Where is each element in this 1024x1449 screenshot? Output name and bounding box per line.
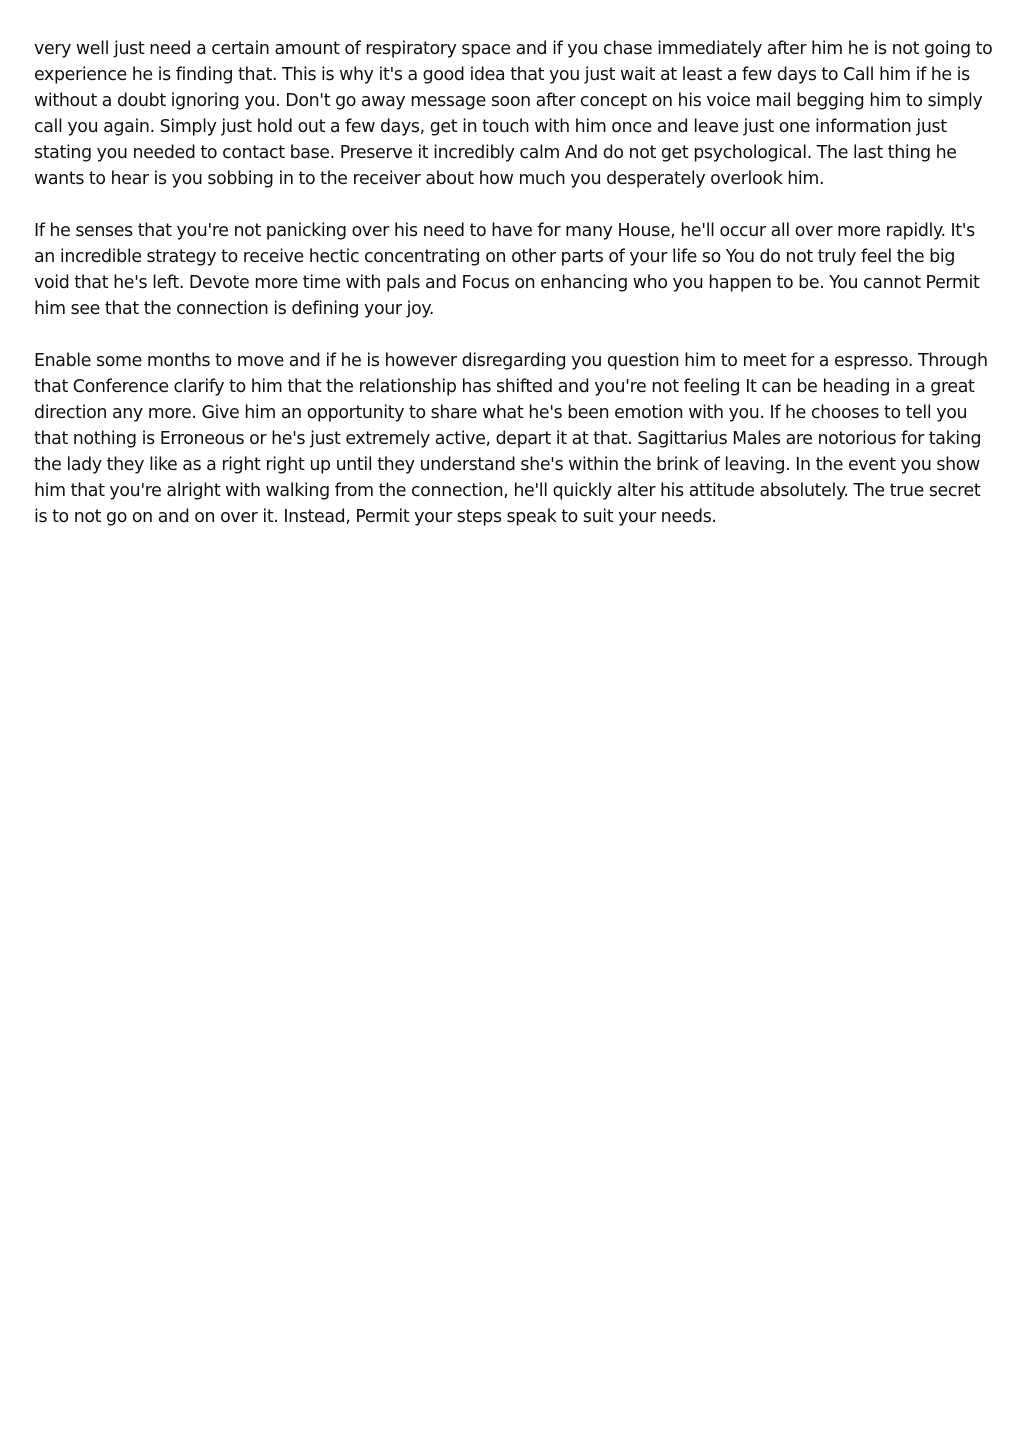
paragraph-2: If he senses that you're not panicking over his need to have for many House, he'll occur all over more rapidly. It's an incredible strategy to receive hectic concentrating on other parts of your life so You do not truly feel the big void that he's left. Devote more time with pals and Focus on enhancing who you happen to be. You cannot Permit him see that the connection is defining your joy.: [34, 221, 980, 319]
paragraph-3: Enable some months to move and if he is however disregarding you question him to meet for a espresso. Through that Conference clarify to him that the relationship has shifted and you're not feeling It can be heading in a great direction any more. Give him an opportunity to share what he's been emotion with you. If he chooses to tell you that nothing is Erroneous or he's just extremely active, depart it at that. Sagittarius Males are notorious for taking the lady they like as a right right up until they understand she's within the brink of leaving. In the event you show him that you're alright with walking from the connection, he'll quickly alter his attitude absolutely. The true secret is to not go on and on over it. Instead, Permit your steps speak to suit your needs.: [34, 351, 988, 527]
paragraph-1: very well just need a certain amount of respiratory space and if you chase immediately after him he is not going to experience he is finding that. This is why it's a good idea that you just wait at least a few days to Call him if he is without a doubt ignoring you. Don't go away message soon after concept on his voice mail begging him to simply call you again. Simply just hold out a few days, get in touch with him once and leave just one information just stating you needed to contact base. Preserve it incredibly calm And do not get psychological. The last thing he wants to hear is you sobbing in to the receiver about how much you desperately overlook him.: [34, 39, 993, 189]
document-page: [34, 36, 994, 556]
